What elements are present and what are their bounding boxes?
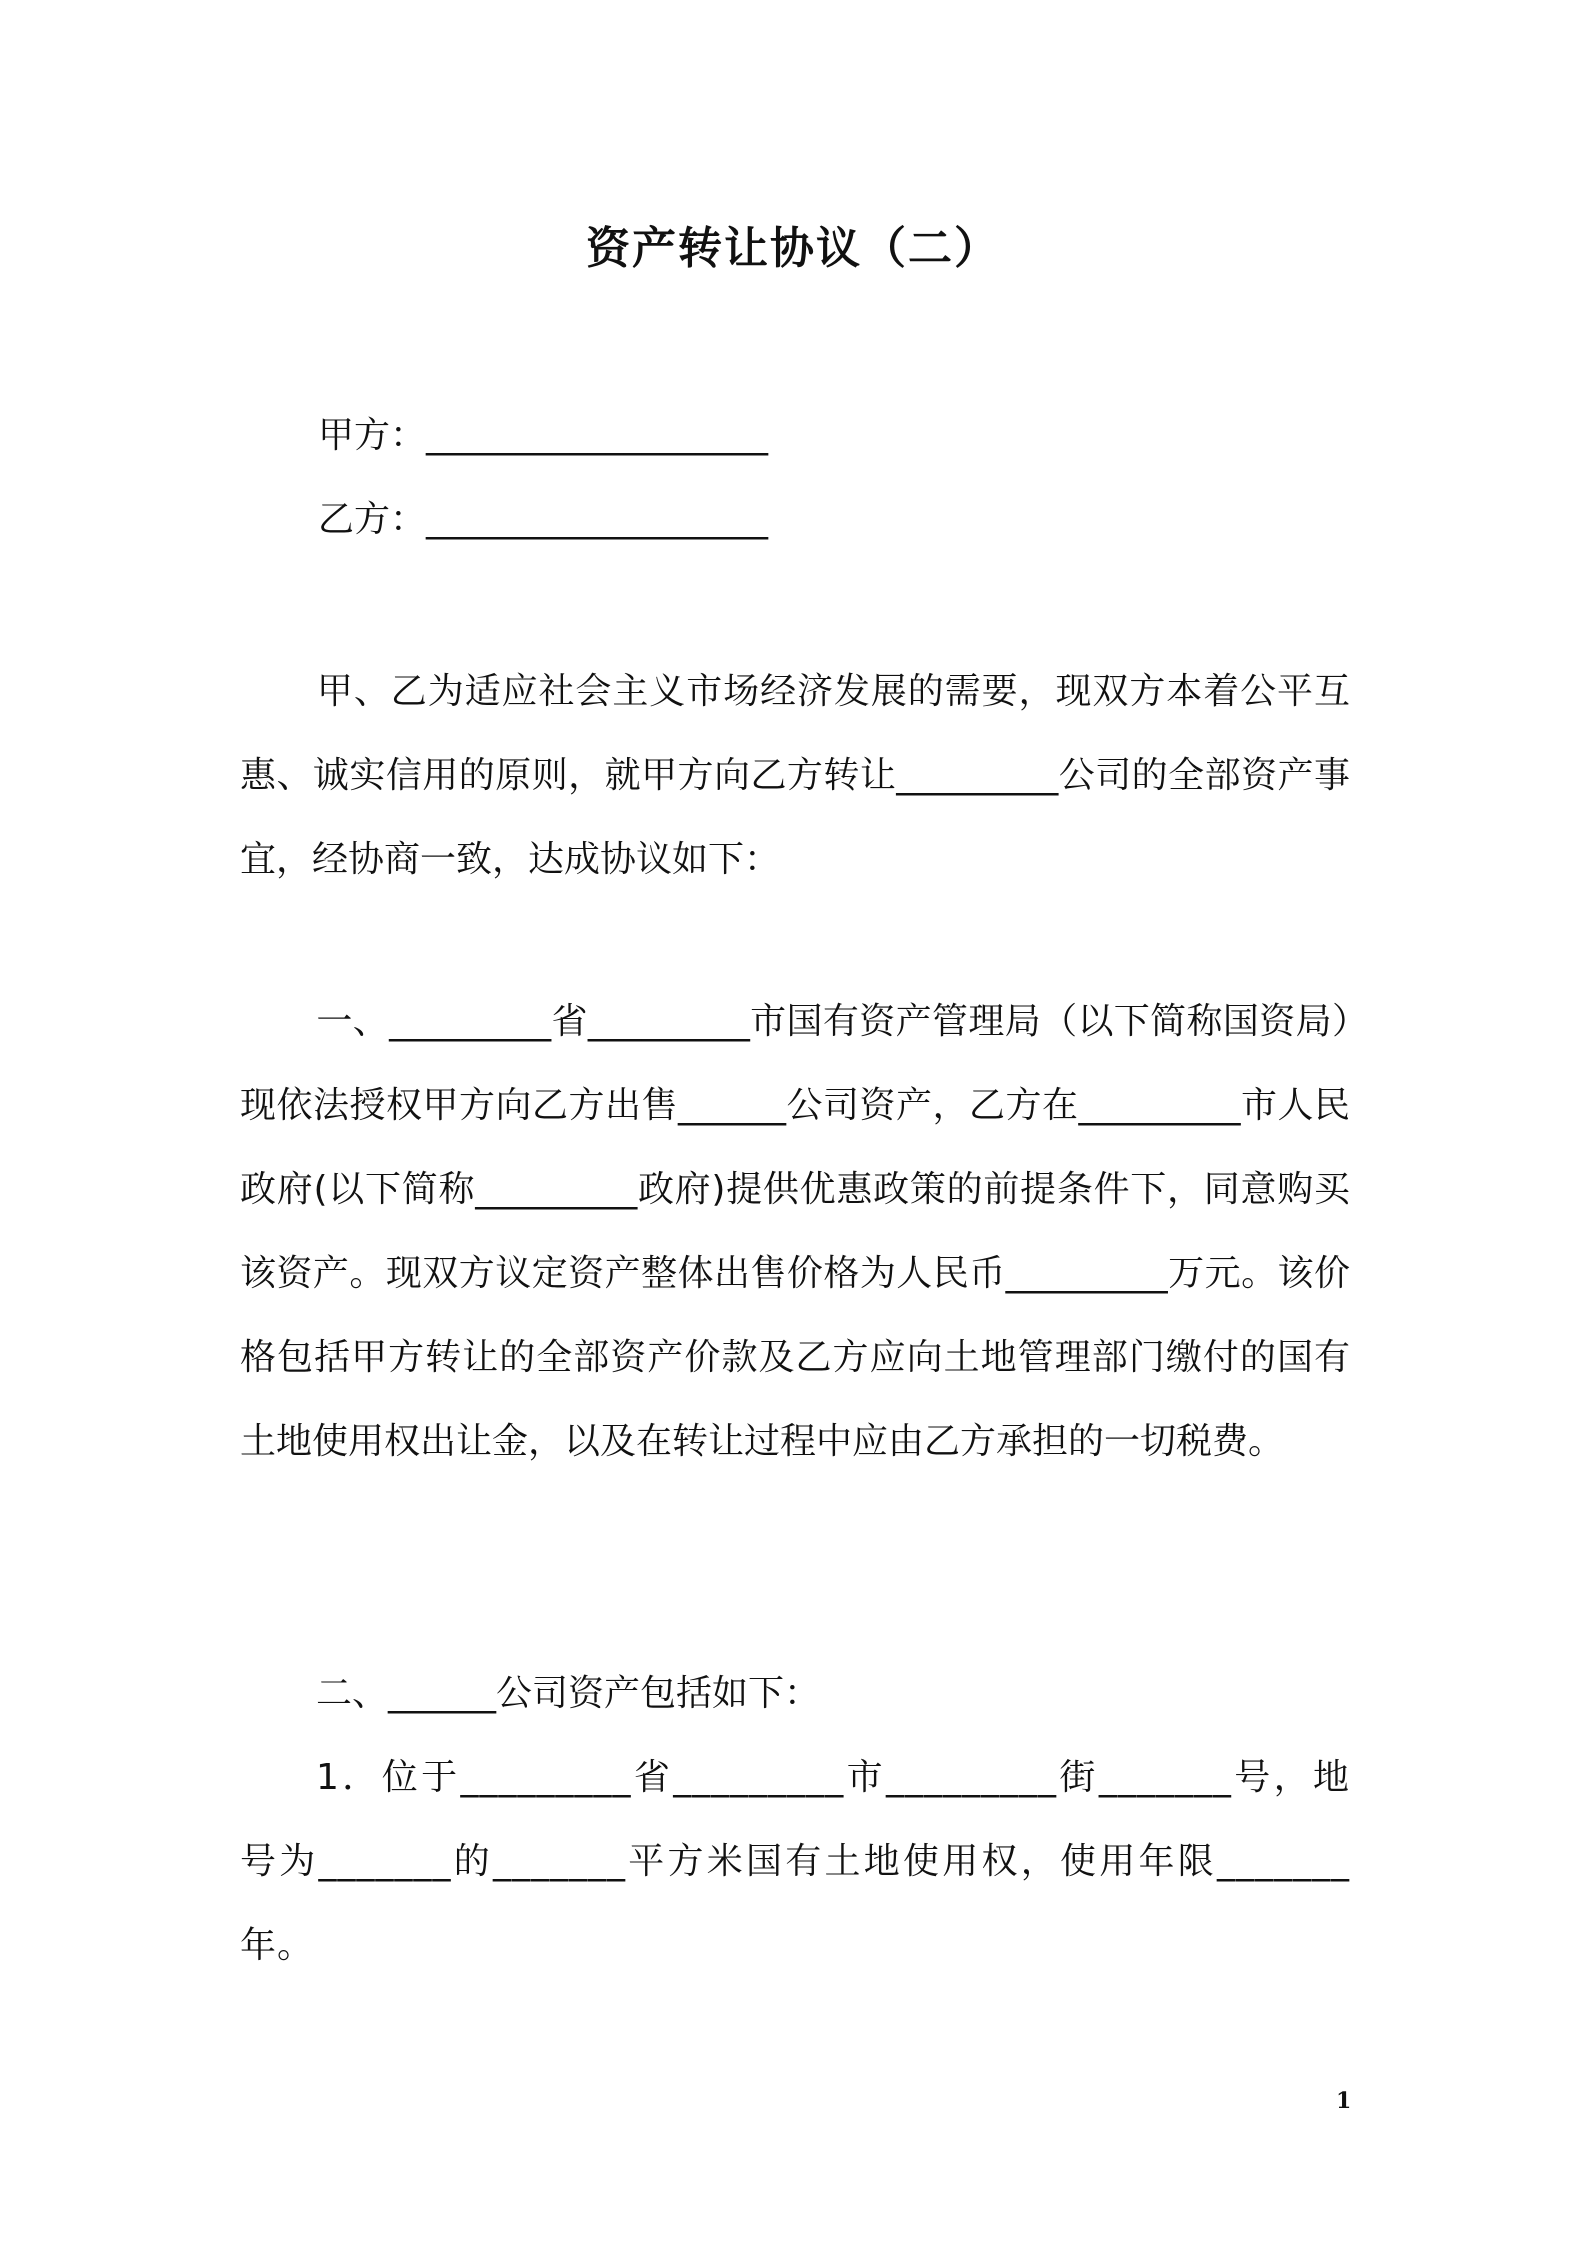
document-title: 资产转让协议（二） — [586, 223, 1000, 274]
clause-2-heading-text: 二、______公司资产包括如下： — [316, 1673, 821, 1714]
clause-1-text: 一、_________省_________市国有资产管理局（以下简称国资局）现依法授权甲方向乙方出售______公司资产，乙方在_________市人民政府(以下简称_________政府)提供优惠政策的前提条件下，同意购买该资产。现双方议定资产整体出售价格为人民币_________万元。该价格包括甲方转让的全部资产价款及乙方应向土地管理部门缴付的国有土地使用权出让金，以及在转让过程中应由乙方承担的一切税费。 — [240, 1001, 1350, 1462]
party-a-line: 甲方：___________________ — [318, 415, 769, 456]
clause-2-heading — [240, 1652, 1350, 1736]
page-number: 1 — [1336, 2088, 1352, 2114]
clause-2-item-1-text: 1．位于_________省_________市_________街_______号，地号为_______的_______平方米国有土地使用权，使用年限_______年。 — [240, 1757, 1350, 1966]
preamble-text: 甲、乙为适应社会主义市场经济发展的需要，现双方本着公平互惠、诚实信用的原则，就甲方向乙方转让_________公司的全部资产事宜，经协商一致，达成协议如下： — [240, 671, 1350, 880]
party-b-line: 乙方：___________________ — [318, 499, 769, 540]
clause-1-paragraph — [240, 980, 1350, 1484]
clause-2-item-1 — [240, 1736, 1350, 1988]
preamble-paragraph — [240, 650, 1350, 902]
